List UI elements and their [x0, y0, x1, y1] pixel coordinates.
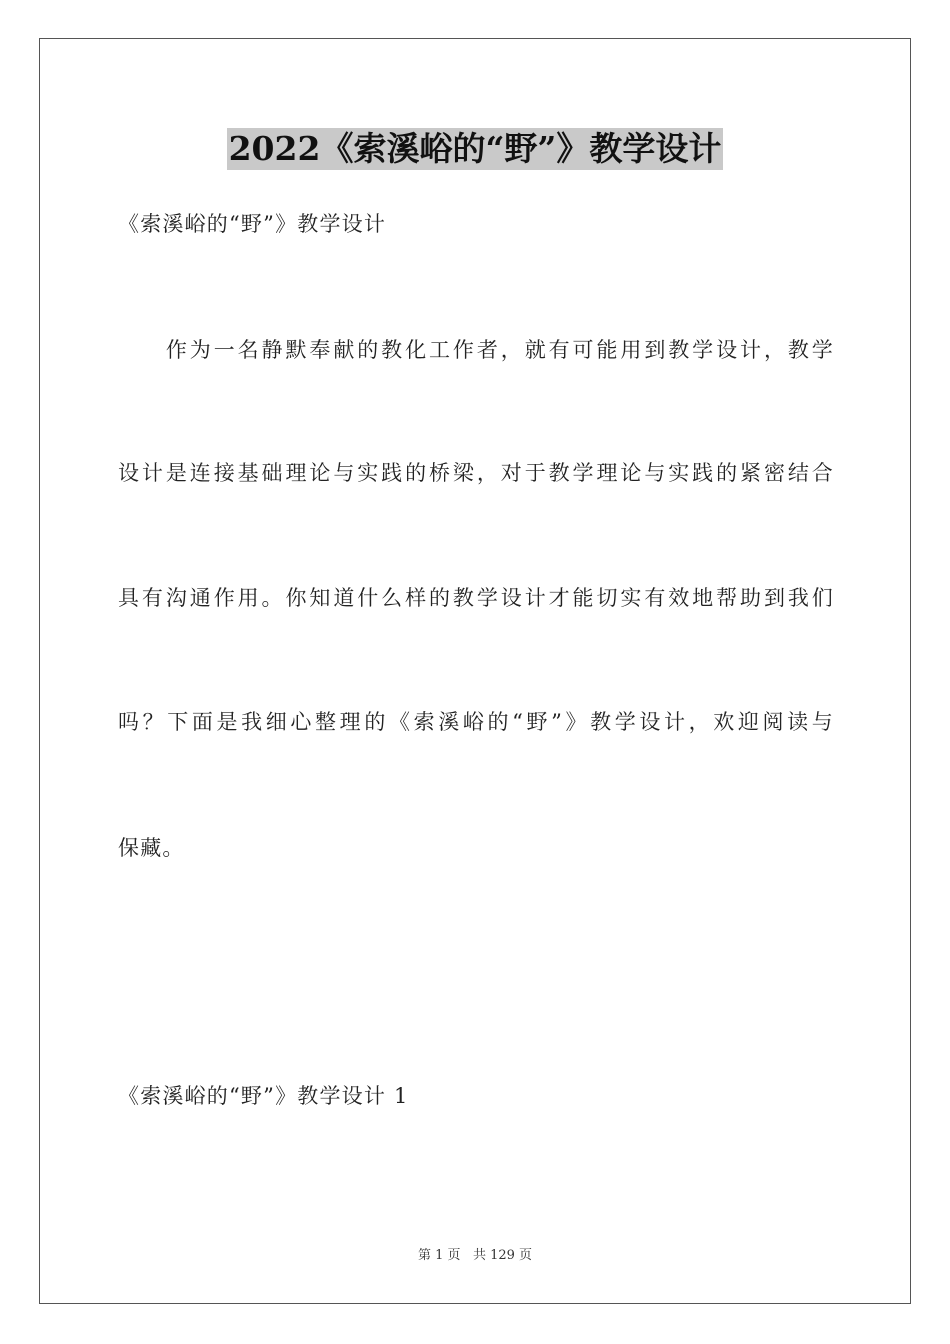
section-heading: 《索溪峪的“野”》教学设计 1 [118, 1084, 409, 1108]
document-subtitle: 《索溪峪的“野”》教学设计 [118, 212, 387, 236]
page-footer [0, 1246, 950, 1266]
page-total: 共 129 页 [472, 1248, 533, 1263]
intro-line-1: 作为一名静默奉献的教化工作者，就有可能用到教学设计，教学 [118, 338, 834, 362]
intro-line-5: 保藏。 [118, 836, 185, 860]
title-container [0, 128, 950, 170]
document-title: 2022《索溪峪的“野”》教学设计 [228, 129, 722, 168]
intro-line-3: 具有沟通作用。你知道什么样的教学设计才能切实有效地帮助到我们 [118, 586, 834, 610]
intro-line-4: 吗？下面是我细心整理的《索溪峪的“野”》教学设计，欢迎阅读与 [118, 710, 834, 734]
page-number: 第 1 页 [417, 1248, 461, 1263]
intro-line-2: 设计是连接基础理论与实践的桥梁，对于教学理论与实践的紧密结合 [118, 461, 834, 485]
